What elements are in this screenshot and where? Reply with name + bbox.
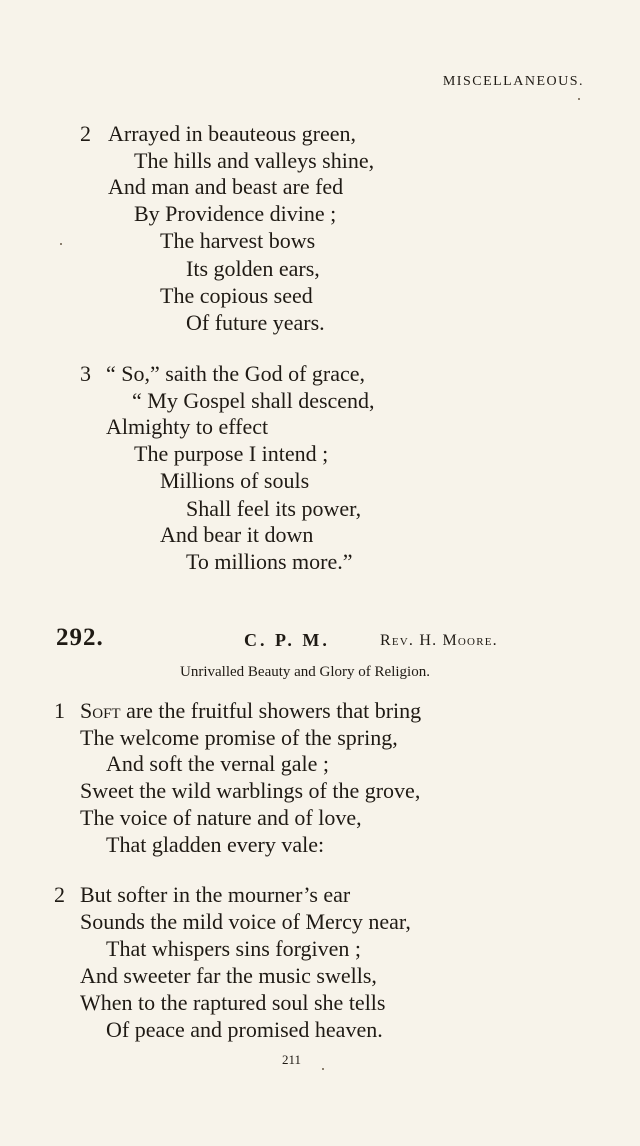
running-head (0, 74, 590, 90)
verse-line: Arrayed in beauteous green, (108, 121, 357, 146)
verse-line: Of future years. (186, 310, 325, 335)
page-number: 211 (282, 1052, 302, 1067)
verse-line: When to the raptured soul she tells (80, 990, 386, 1015)
verse-line: And sweeter far the music swells, (80, 963, 377, 988)
verse-line: Of peace and promised heaven. (106, 1017, 383, 1042)
verse-line: And man and beast are fed (108, 174, 344, 199)
verse-line: The hills and valleys shine, (134, 148, 375, 173)
hymn-author: Rev. H. Moore. (380, 632, 498, 649)
verse-line: Sounds the mild voice of Mercy near, (80, 909, 411, 934)
verse-line: Sweet the wild warblings of the grove, (80, 778, 421, 803)
stanza-number: 1 (54, 698, 65, 723)
verse-line: And bear it down (160, 522, 314, 547)
verse-line: That gladden every vale: (106, 832, 325, 857)
first-word: Soft (80, 698, 121, 723)
verse-line: But softer in the mourner’s ear (80, 882, 351, 907)
verse-line: The voice of nature and of love, (80, 805, 362, 830)
ink-speck (578, 98, 580, 100)
verse-line: Shall feel its power, (186, 496, 362, 521)
verse-line: And soft the vernal gale ; (106, 751, 329, 776)
verse-line: Its golden ears, (186, 256, 320, 281)
verse-line: “ So,” saith the God of grace, (106, 361, 366, 386)
hymn-number: 292. (56, 624, 104, 651)
ink-speck (60, 243, 62, 245)
verse-line: The purpose I intend ; (134, 441, 329, 466)
verse-line-first (80, 697, 421, 724)
stanza-number: 2 (54, 882, 65, 907)
verse-line: The welcome promise of the spring, (80, 725, 398, 750)
ink-speck (322, 1068, 324, 1070)
verse-line: “ My Gospel shall descend, (132, 388, 375, 413)
verse-line: By Providence divine ; (134, 201, 337, 226)
verse-line: Millions of souls (160, 468, 310, 493)
stanza-number: 2 (80, 121, 91, 146)
verse-line: The copious seed (160, 283, 313, 308)
hymn-title: Unrivalled Beauty and Glory of Religion. (180, 664, 430, 680)
verse-line: Almighty to effect (106, 414, 269, 439)
running-head-text: MISCELLANEOUS. (442, 74, 584, 89)
verse-line: The harvest bows (160, 228, 316, 253)
stanza-number: 3 (80, 361, 91, 386)
verse-line: To millions more.” (186, 549, 353, 574)
hymn-meter: C. P. M. (244, 630, 330, 650)
verse-line: That whispers sins forgiven ; (106, 936, 362, 961)
first-line-rest: are the fruitful showers that bring (120, 698, 422, 723)
